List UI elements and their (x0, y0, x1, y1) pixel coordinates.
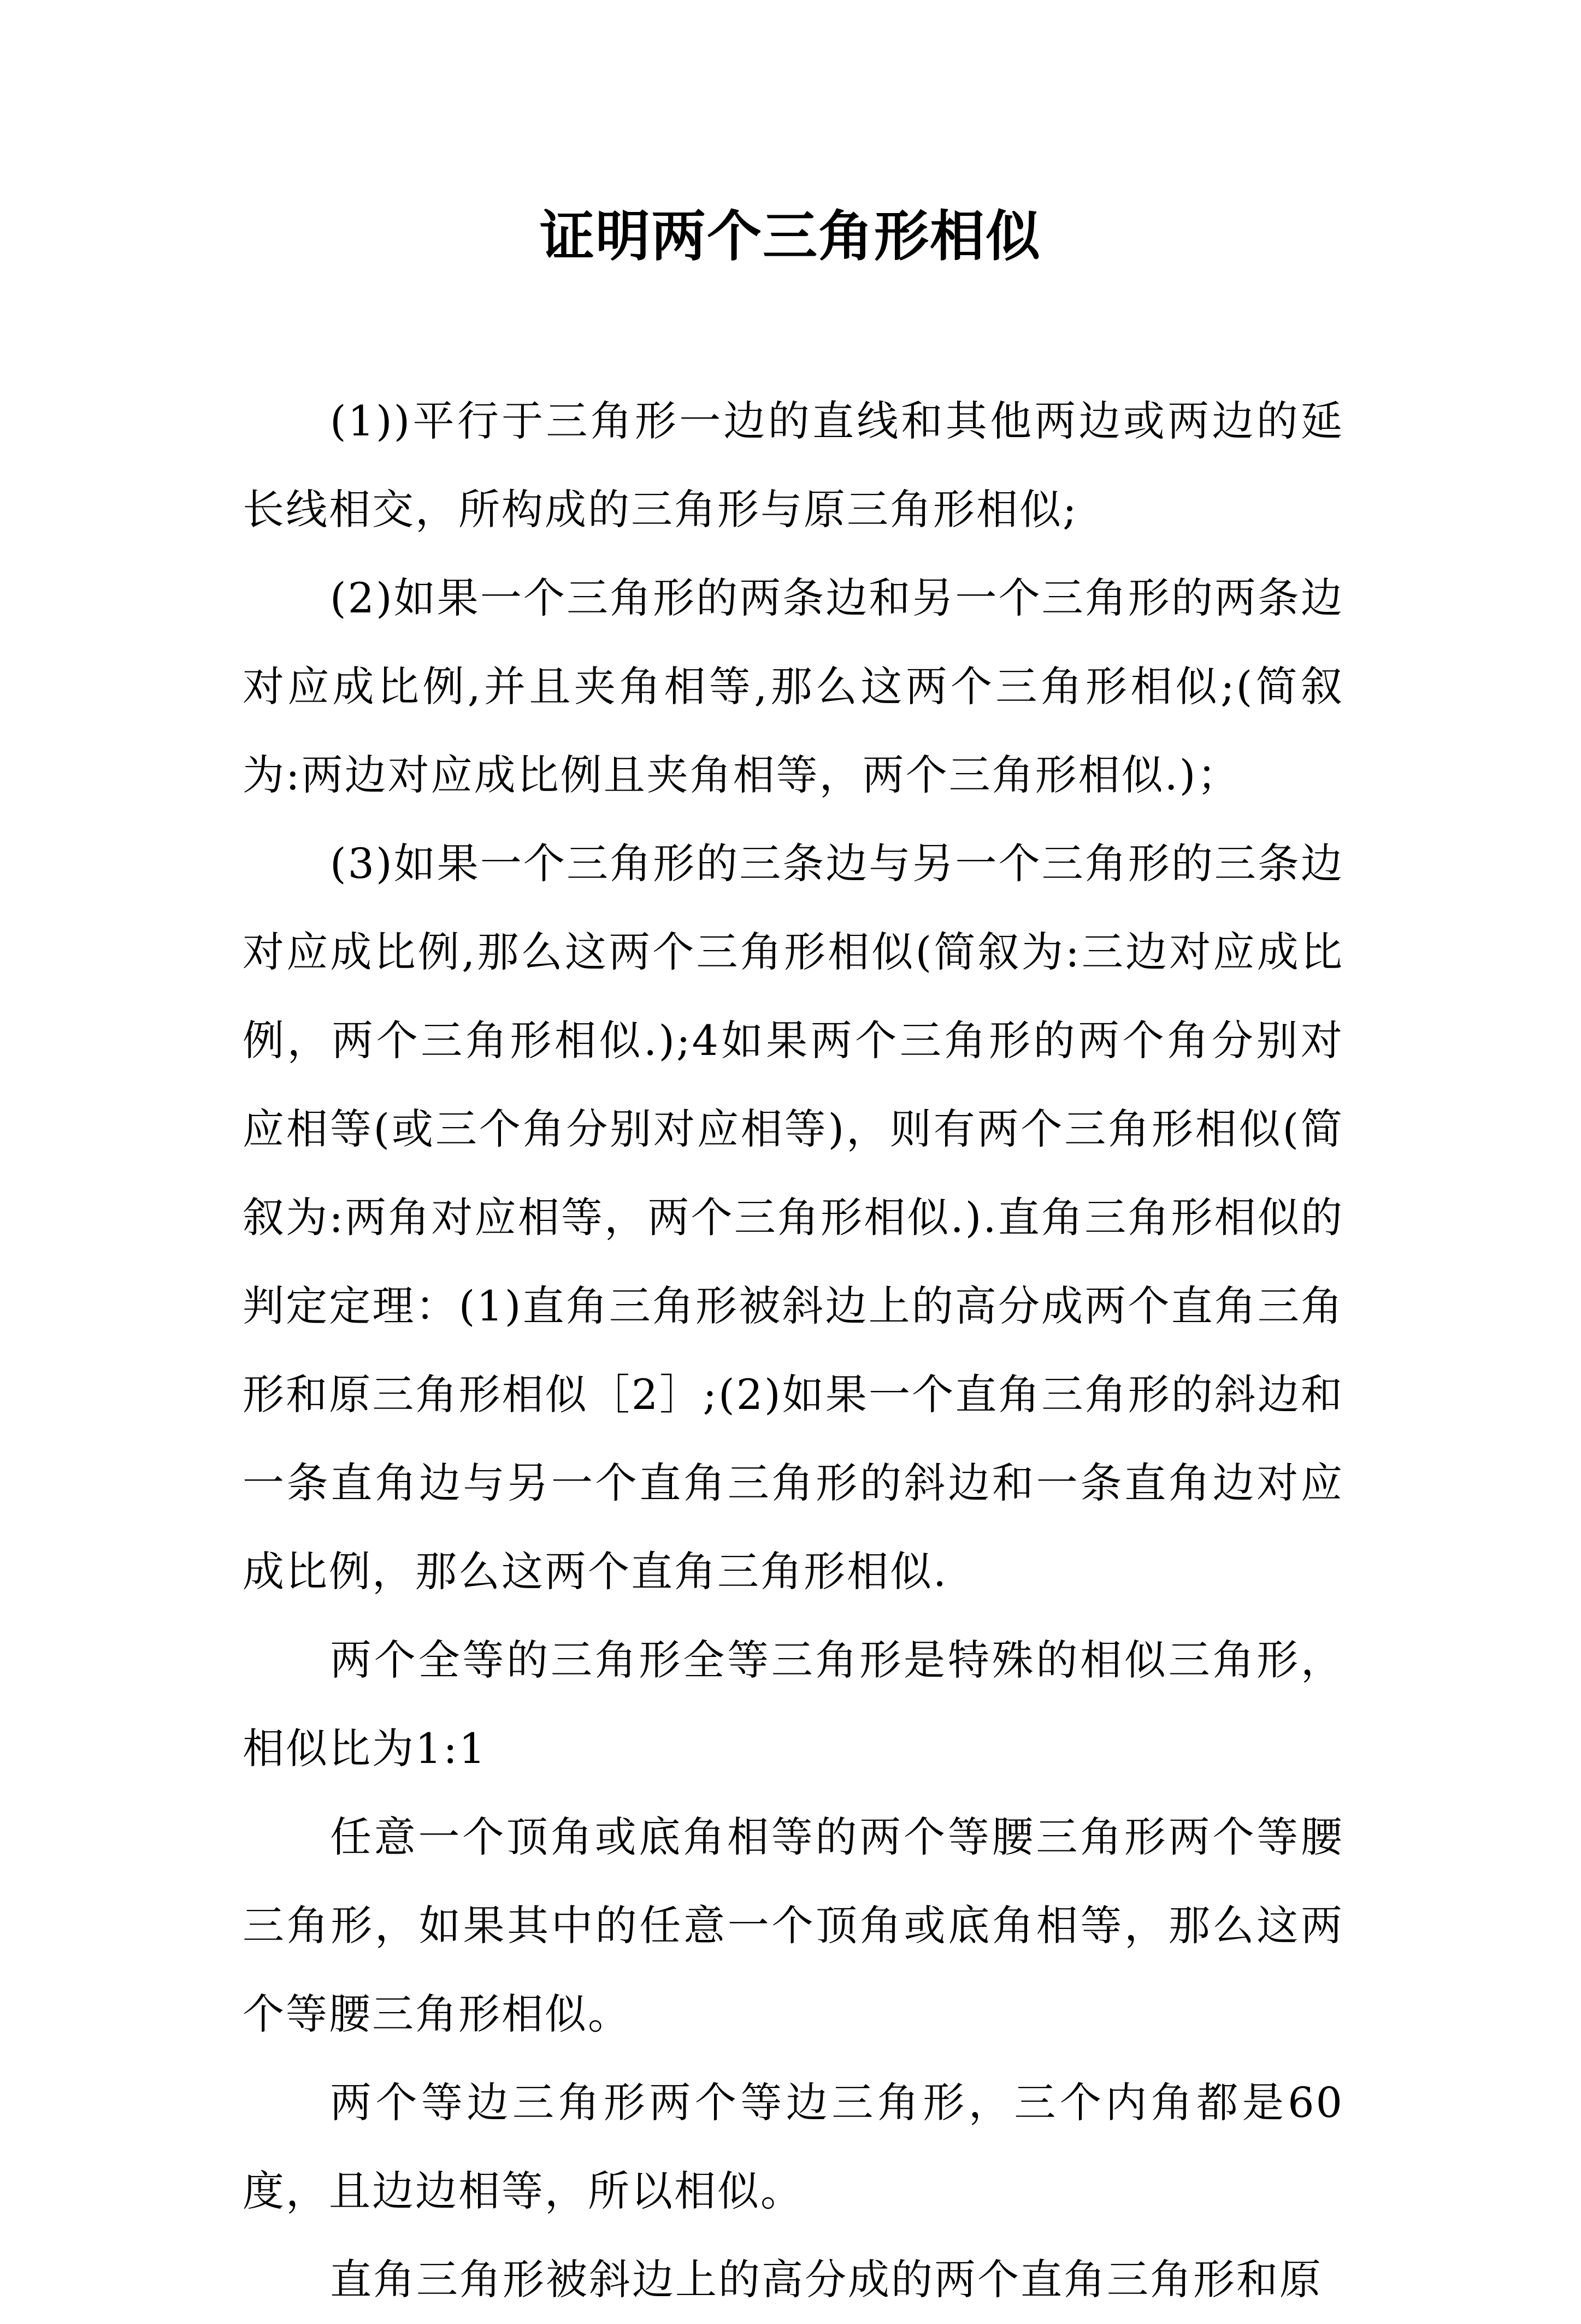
paragraph-1: (1))平行于三角形一边的直线和其他两边或两边的延长线相交，所构成的三角形与原三角形相似; (243, 397, 1344, 534)
paragraph-6: 两个等边三角形两个等边三角形，三个内角都是60度，且边边相等，所以相似。 (243, 2078, 1344, 2215)
paragraph-7: 直角三角形被斜边上的高分成的两个直角三角形和原 (330, 2255, 1323, 2304)
paragraph-3: (3)如果一个三角形的三条边与另一个三角形的三条边对应成比例,那么这两个三角形相似(简叙为:三边对应成比例，两个三角形相似.);4如果两个三角形的两个角分别对应相等(或三个角分别对应相等)，则有两个三角形相似(简叙为:两角对应相等，两个三角形相似.).直角三角形相似的判定定理：(1)直角三角形被斜边上的高分成两个直角三角形和原三角形相似［2］;(2)如果一个直角三角形的斜边和一条直角边与另一个直角三角形的斜边和一条直角边对应成比例，那么这两个直角三角形相似. (243, 839, 1344, 1596)
paragraph-4: 两个全等的三角形全等三角形是特殊的相似三角形，相似比为1:1 (243, 1636, 1344, 1773)
document-body (243, 377, 1344, 2324)
paragraph-5: 任意一个顶角或底角相等的两个等腰三角形两个等腰三角形，如果其中的任意一个顶角或底角相等，那么这两个等腰三角形相似。 (243, 1813, 1344, 2038)
document-title: 证明两个三角形相似 (540, 204, 1041, 268)
paragraph-2: (2)如果一个三角形的两条边和另一个三角形的两条边对应成比例,并且夹角相等,那么这两个三角形相似;(简叙为:两边对应成比例且夹角相等，两个三角形相似.)； (243, 574, 1344, 799)
